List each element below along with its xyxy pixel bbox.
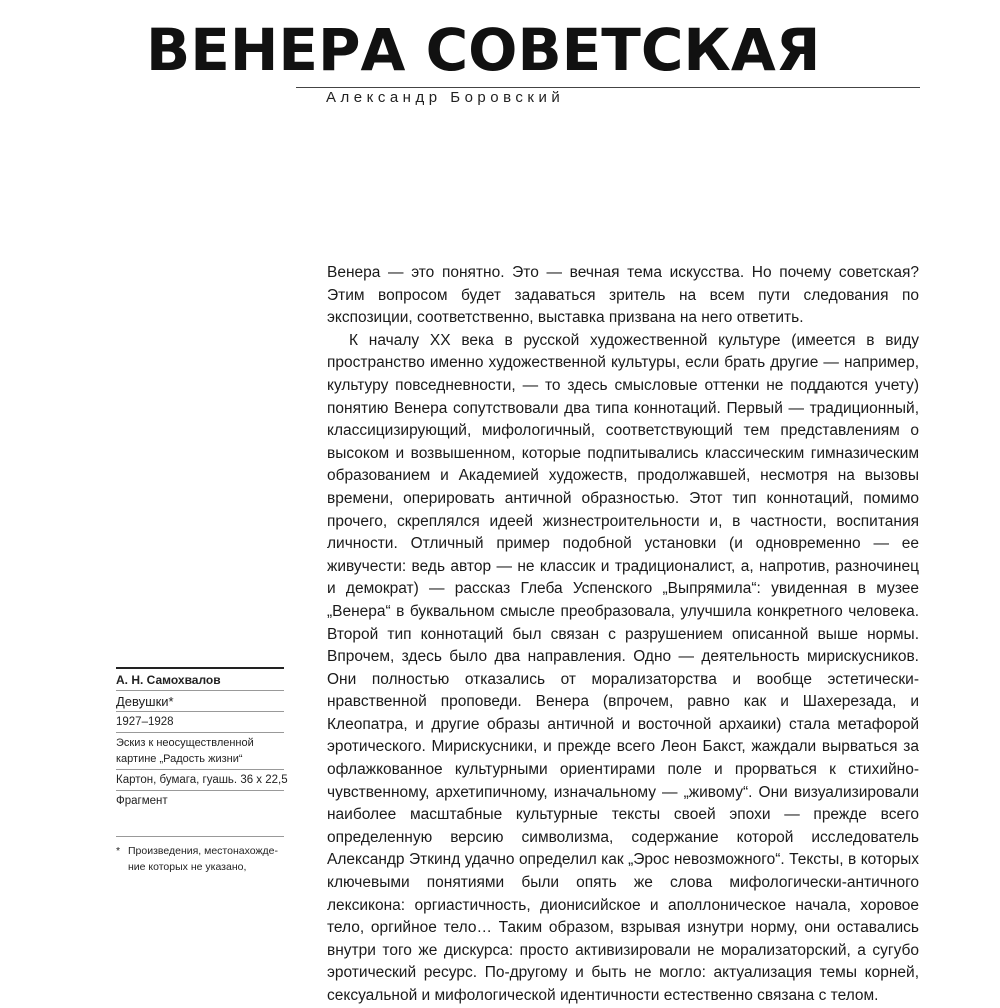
caption-artist: А. Н. Самохвалов — [116, 673, 221, 687]
caption-years: 1927–1928 — [116, 716, 174, 728]
article-body — [327, 262, 919, 1004]
footnote-line: ние которых не указано, — [128, 861, 247, 873]
article-title: ВЕНЕРА СОВЕТСКАЯ — [146, 16, 821, 84]
caption-medium: Картон, бумага, гуашь. 36 х 22,5 — [116, 774, 288, 786]
caption-description — [116, 733, 284, 769]
author-name: Александр Боровский — [326, 89, 565, 106]
caption-description-line: картине „Радость жизни“ — [116, 753, 243, 765]
footnote-marker: * — [116, 845, 121, 857]
caption-note: Фрагмент — [116, 795, 168, 807]
paragraph: Венера — это понятно. Это — вечная тема искусства. Но почему советская? Этим вопросом будет задаваться зритель на всем пути следования по экспозиции, соответственно, выставка призвана на него ответить. — [327, 264, 919, 327]
caption-description-line: Эскиз к неосуществленной — [116, 737, 254, 749]
footnote — [116, 836, 284, 875]
caption-work-title: Девушки* — [116, 694, 174, 709]
illustration-caption — [116, 667, 288, 811]
footnote-line: Произведения, местонахожде- — [128, 845, 278, 857]
paragraph: К началу XX века в русской художественной культуре (имеется в виду пространство именно художественной культуры, если брать другие — например, культуру повседневности, — то здесь смысловые оттенки не поддаются учету) понятию Венера сопутствовали два типа коннотаций. Первый — традиционный, классицизирующий, мифологичный, соответствующий тем представлениям о высоком и возвышенном, которые подпитывались классическим гимназическим образованием и Академией художеств, продолжавшей, несмотря на вызовы времени, оперировать античной образностью. Этот тип коннотаций, помимо прочего, скреплялся идеей жизнестроительности и, в частности, воспитания личности. Отличный пример подобной установки (и одновременно — ее живучести: ведь автор — не классик и традиционалист, а, напротив, разночинец и демократ) — рассказ Глеба Успенского „Выпрямила“: увиденная в музее „Венера“ в буквальном смысле преобразовала, улучшила конкретного человека. Второй тип коннотаций был связан с разрушением описанной выше нормы. Впрочем, здесь было два направления. Одно — деятельность мирискусников. Они полностью отказались от морализаторства и вообще эстетически-нравственной проповеди. Венера (впрочем, равно как и Шахерезада, и Клеопатра, и другие образы античной и восточной архаики) стала метафорой эротического. Мирискусники, и прежде всего Леон Бакст, жаждали вырваться за офлажкованное культурными ориентирами поле и прорваться к стихийно-чувственному, архетипичному, изначальному — „живому“. Они визуализировали наиболее масштабные культурные тексты своей эпохи — прежде всего определенную версию символизма, содержание которой исследователь Александр Эткинд удачно определил как „Эрос невозможного“. Тексты, в которых ключевыми понятиями были опять же слова мифологически-античного лексикона: оргиастичность, дионисийское и аполлоническое начала, хоровое тело, оргийное тело… Таким образом, взрывая изнутри норму, они оставались внутри того же дискурса: просто активизировали не морализаторский, а сугубо эротический ресурс. По-другому и быть не могло: актуализация темы корней, сексуальной и мифологической идентичности естественно связана с телом. — [327, 331, 919, 1004]
